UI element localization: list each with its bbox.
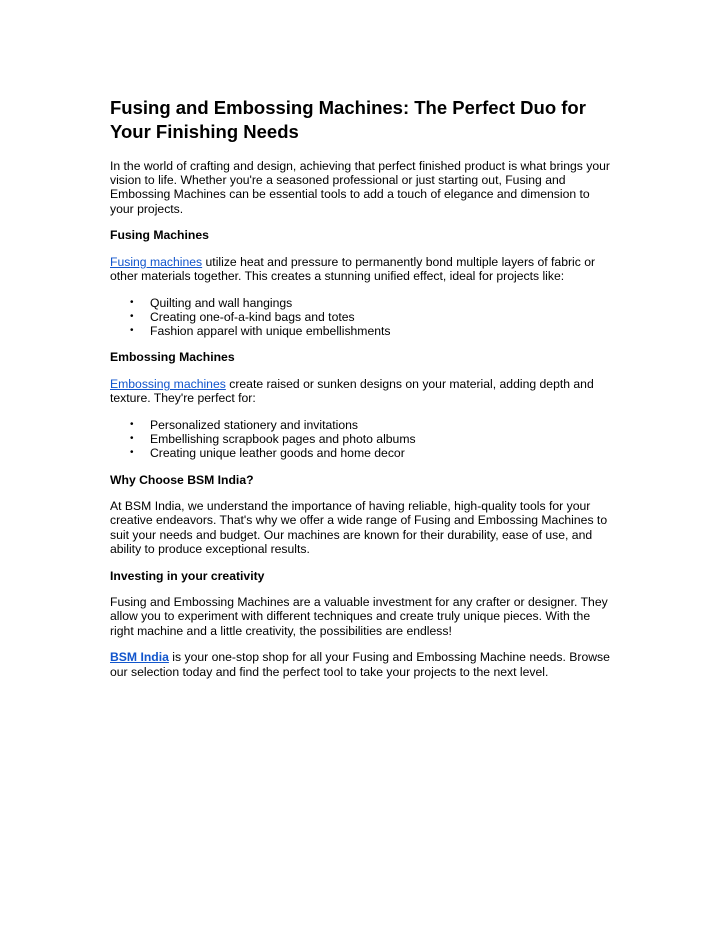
bullet-icon: • [130,419,134,431]
list-item [110,418,615,432]
why-paragraph: At BSM India, we understand the importance of having reliable, high-quality tools for your creative endeavors. That's why we offer a wide range of Fusing and Embossing Machines to suit your needs and budget. Our machines are known for their durability, ease of use, and ability to produce exceptional results. [110,499,608,556]
intro-paragraph: In the world of crafting and design, achieving that perfect finished product is what brings your vision to life. Whether you're a seasoned professional or just starting out, Fusing and Embossing Machines can be essential tools to add a touch of elegance and dimension to your projects. [110,159,610,216]
embossing-list [110,418,615,460]
list-item [110,432,615,446]
investing-heading: Investing in your creativity [110,568,265,583]
fusing-paragraph [110,255,615,283]
document-title: Fusing and Embossing Machines: The Perfect Duo for Your Finishing Needs [110,97,586,142]
embossing-heading: Embossing Machines [110,350,235,365]
closing-paragraph-text: is your one-stop shop for all your Fusing and Embossing Machine needs. Browse our selection today and find the perfect tool to take your projects to the next level. [110,650,610,679]
list-item-text: Quilting and wall hangings [150,295,293,310]
bullet-icon: • [130,324,134,336]
bsm-india-link[interactable]: BSM India [110,650,169,665]
investing-paragraph: Fusing and Embossing Machines are a valuable investment for any crafter or designer. They allow you to experiment with different techniques and create truly unique pieces. With the right machine and a little creativity, the possibilities are endless! [110,595,608,638]
list-item-text: Personalized stationery and invitations [150,418,358,433]
document-page [110,96,615,691]
why-heading: Why Choose BSM India? [110,472,254,487]
closing-paragraph [110,650,615,678]
bullet-icon: • [130,447,134,459]
bullet-icon: • [130,433,134,445]
embossing-machines-link[interactable]: Embossing machines [110,377,226,392]
list-item [110,296,615,310]
list-item-text: Fashion apparel with unique embellishments [150,323,391,338]
embossing-paragraph-text: create raised or sunken designs on your material, adding depth and texture. They're perfect for: [110,377,594,406]
list-item-text: Creating unique leather goods and home decor [150,446,405,461]
bullet-icon: • [130,296,134,308]
list-item [110,324,615,338]
fusing-paragraph-text: utilize heat and pressure to permanently bond multiple layers of fabric or other materials together. This creates a stunning unified effect, ideal for projects like: [110,255,596,284]
list-item [110,446,615,460]
fusing-heading: Fusing Machines [110,228,209,243]
embossing-paragraph [110,377,615,405]
list-item-text: Embellishing scrapbook pages and photo albums [150,432,416,447]
fusing-machines-link[interactable]: Fusing machines [110,255,203,270]
list-item-text: Creating one-of-a-kind bags and totes [150,309,355,324]
list-item [110,310,615,324]
bullet-icon: • [130,310,134,322]
fusing-list [110,296,615,338]
